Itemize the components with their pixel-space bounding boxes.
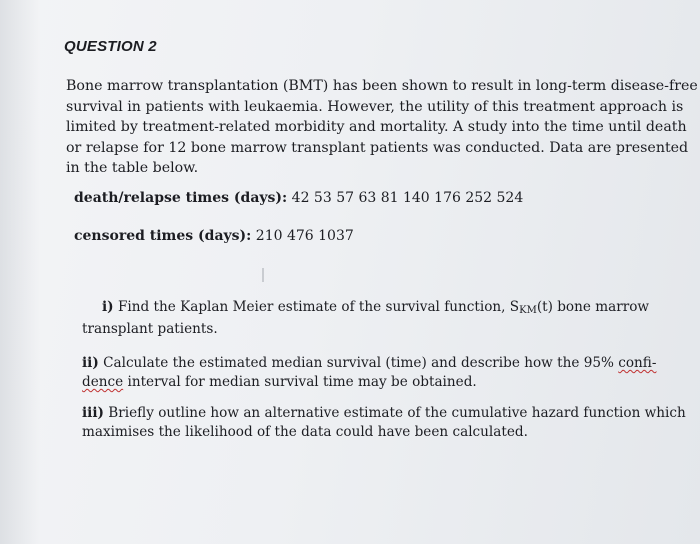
page-shadow	[0, 0, 40, 544]
part-ii-hyphenated-word: confi-	[618, 355, 657, 371]
intro-line: in the table below.	[66, 160, 199, 176]
death-relapse-label: death/relapse times (days):	[74, 190, 288, 206]
part-ii-word-continued: dence	[82, 374, 124, 390]
part-iii-line-1	[82, 404, 686, 423]
question-part-i	[82, 298, 682, 339]
part-ii-line-1	[82, 354, 682, 373]
part-i-text: Find the Kaplan Meier estimate of the survival function, S	[117, 299, 520, 315]
part-i-line-2: transplant patients.	[82, 321, 218, 337]
part-ii-number: ii)	[82, 355, 99, 371]
censored-values: 210 476 1037	[255, 228, 354, 244]
part-i-text-rest: (t) bone marrow	[536, 299, 650, 315]
part-iii-line-2: maximises the likelihood of the data could have been calculated.	[82, 424, 528, 440]
part-iii-number: iii)	[82, 405, 104, 421]
question-title: QUESTION 2	[64, 38, 157, 55]
question-part-ii	[82, 354, 682, 392]
censored-times	[74, 228, 354, 244]
question-part-iii	[82, 404, 686, 442]
intro-paragraph	[66, 76, 698, 179]
part-iii-text: Briefly outline how an alternative estimate of the cumulative hazard function which	[108, 405, 686, 421]
intro-line: limited by treatment-related morbidity and mortality. A study into the time until death	[66, 119, 687, 135]
part-ii-text-rest: interval for median survival time may be obtained.	[123, 374, 477, 390]
part-ii-text: Calculate the estimated median survival (time) and describe how the 95%	[103, 355, 619, 371]
intro-line: survival in patients with leukaemia. However, the utility of this treatment approach is	[66, 98, 684, 115]
death-relapse-values: 42 53 57 63 81 140 176 252 524	[291, 190, 524, 206]
part-i-line-1	[82, 298, 682, 320]
censored-label: censored times (days):	[74, 228, 252, 244]
km-subscript: KM	[519, 305, 537, 316]
intro-line: or relapse for 12 bone marrow transplant patients was conducted. Data are presented	[66, 139, 689, 156]
pen-mark	[262, 268, 264, 282]
death-relapse-times	[74, 190, 523, 206]
intro-line: Bone marrow transplantation (BMT) has been shown to result in long-term disease-free	[66, 78, 698, 94]
part-ii-line-2	[82, 373, 682, 392]
part-i-number: i)	[102, 299, 114, 315]
